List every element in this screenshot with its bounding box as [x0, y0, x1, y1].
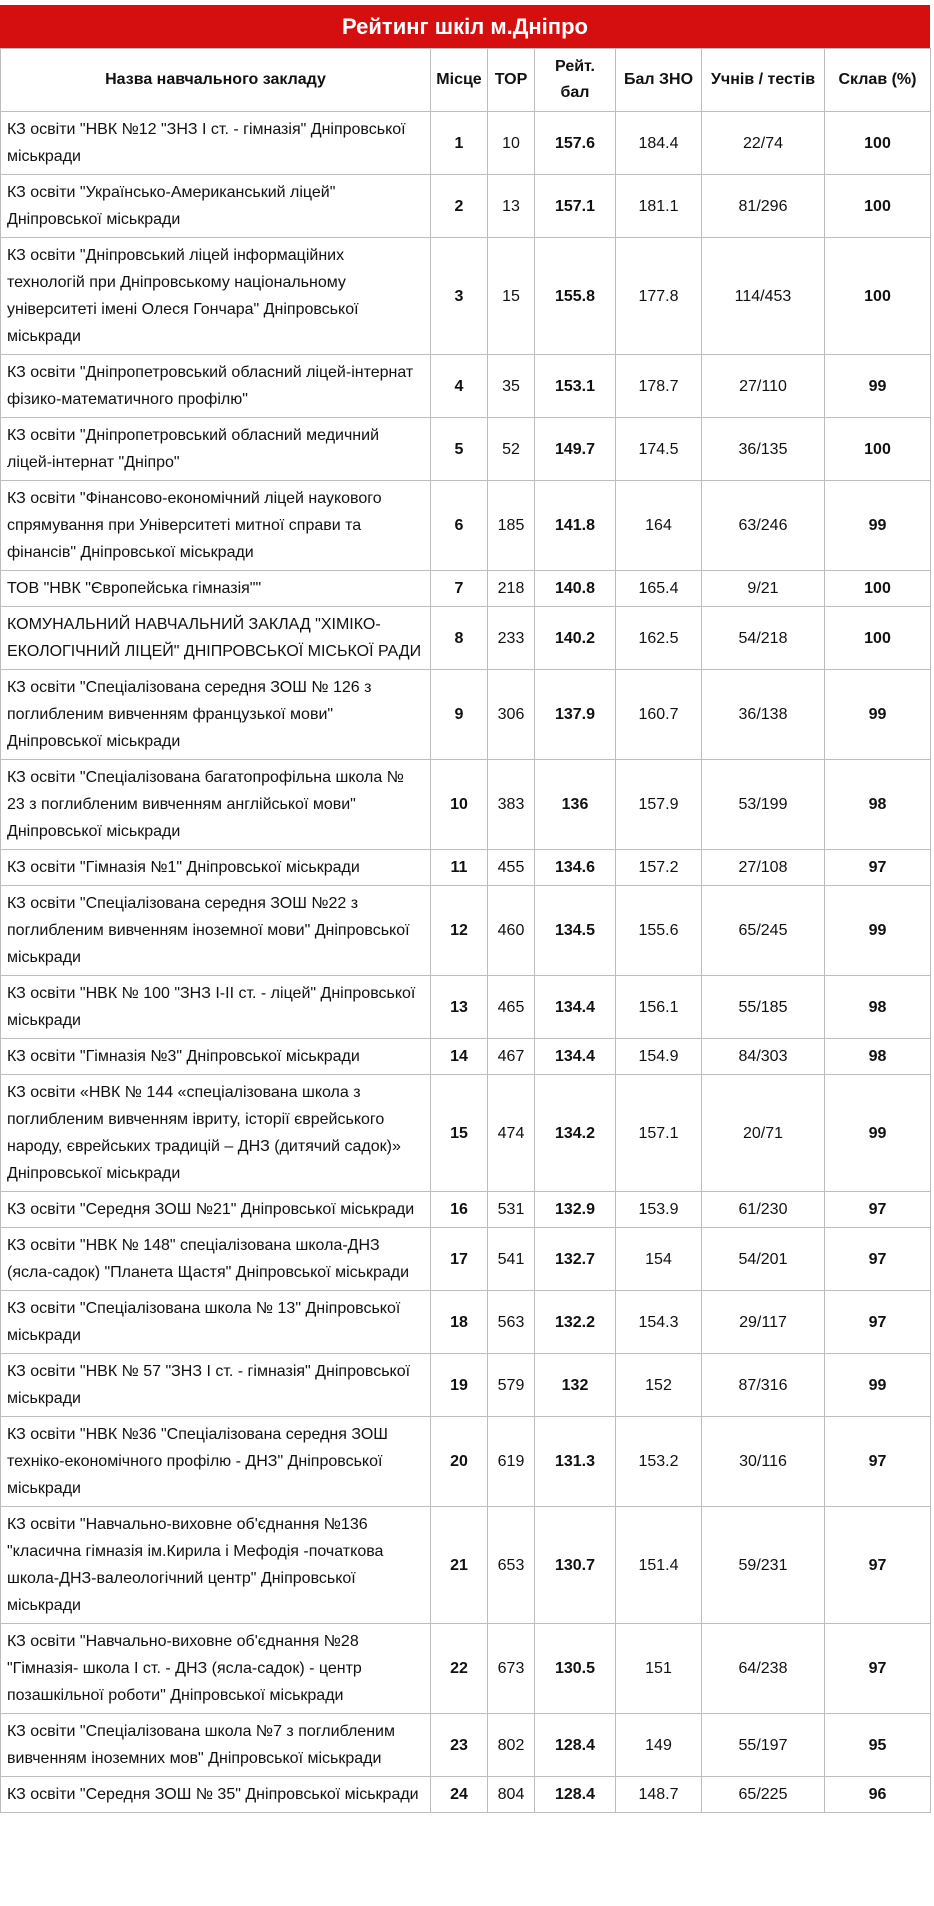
zno-cell: 154.9 [616, 1039, 702, 1075]
students-cell: 29/117 [702, 1291, 825, 1354]
zno-cell: 160.7 [616, 670, 702, 760]
top-cell: 541 [488, 1228, 535, 1291]
students-cell: 27/108 [702, 850, 825, 886]
top-cell: 383 [488, 760, 535, 850]
passed-cell: 98 [825, 760, 931, 850]
header-passed: Склав (%) [825, 49, 931, 112]
passed-cell: 100 [825, 418, 931, 481]
students-cell: 36/135 [702, 418, 825, 481]
passed-cell: 97 [825, 850, 931, 886]
table-row [1, 1291, 931, 1354]
school-name: КЗ освіти "Українсько-Американський ліцей" Дніпровської міськради [1, 175, 431, 238]
zno-cell: 152 [616, 1354, 702, 1417]
top-cell: 804 [488, 1777, 535, 1813]
zno-cell: 154.3 [616, 1291, 702, 1354]
school-name: КЗ освіти "Спеціалізована школа №7 з поглибленим вивченням іноземних мов" Дніпровської міськради [1, 1714, 431, 1777]
top-cell: 52 [488, 418, 535, 481]
school-name: КЗ освіти "Дніпропетровський обласний ліцей-інтернат фізико-математичного профілю" [1, 355, 431, 418]
school-name: КЗ освіти "Дніпровський ліцей інформаційних технологій при Дніпровському національному університеті імені Олеся Гончара" Дніпровської міськради [1, 238, 431, 355]
table-row [1, 175, 931, 238]
top-cell: 13 [488, 175, 535, 238]
passed-cell: 95 [825, 1714, 931, 1777]
students-cell: 22/74 [702, 112, 825, 175]
place-cell: 20 [431, 1417, 488, 1507]
header-row [1, 49, 931, 112]
zno-cell: 153.2 [616, 1417, 702, 1507]
top-cell: 465 [488, 976, 535, 1039]
rating-cell: 137.9 [535, 670, 616, 760]
top-cell: 619 [488, 1417, 535, 1507]
zno-cell: 151.4 [616, 1507, 702, 1624]
place-cell: 9 [431, 670, 488, 760]
top-cell: 563 [488, 1291, 535, 1354]
top-cell: 455 [488, 850, 535, 886]
school-name: КЗ освіти "Дніпропетровський обласний медичний ліцей-інтернат "Дніпро" [1, 418, 431, 481]
students-cell: 84/303 [702, 1039, 825, 1075]
place-cell: 21 [431, 1507, 488, 1624]
students-cell: 55/197 [702, 1714, 825, 1777]
passed-cell: 97 [825, 1291, 931, 1354]
zno-cell: 157.1 [616, 1075, 702, 1192]
passed-cell: 99 [825, 481, 931, 571]
table-row [1, 1075, 931, 1192]
place-cell: 15 [431, 1075, 488, 1192]
zno-cell: 157.2 [616, 850, 702, 886]
place-cell: 24 [431, 1777, 488, 1813]
top-cell: 15 [488, 238, 535, 355]
school-name: КЗ освіти "Гімназія №1" Дніпровської міськради [1, 850, 431, 886]
top-cell: 10 [488, 112, 535, 175]
place-cell: 1 [431, 112, 488, 175]
passed-cell: 99 [825, 670, 931, 760]
place-cell: 7 [431, 571, 488, 607]
place-cell: 23 [431, 1714, 488, 1777]
top-cell: 306 [488, 670, 535, 760]
zno-cell: 162.5 [616, 607, 702, 670]
school-name: КЗ освіти "Фінансово-економічний ліцей наукового спрямування при Університеті митної справи та фінансів" Дніпровської міськради [1, 481, 431, 571]
place-cell: 16 [431, 1192, 488, 1228]
students-cell: 63/246 [702, 481, 825, 571]
table-row [1, 1417, 931, 1507]
passed-cell: 99 [825, 1075, 931, 1192]
header-name: Назва навчального закладу [1, 49, 431, 112]
school-name: КЗ освіти "Гімназія №3" Дніпровської міськради [1, 1039, 431, 1075]
zno-cell: 174.5 [616, 418, 702, 481]
table-row [1, 112, 931, 175]
top-cell: 185 [488, 481, 535, 571]
table-row [1, 481, 931, 571]
top-cell: 218 [488, 571, 535, 607]
students-cell: 65/245 [702, 886, 825, 976]
header-place: Місце [431, 49, 488, 112]
header-top: TOP [488, 49, 535, 112]
school-name: КЗ освіти "Навчально-виховне об'єднання №28 "Гімназія- школа І ст. - ДНЗ (ясла-садок) - центр позашкільної роботи" Дніпровської міськради [1, 1624, 431, 1714]
zno-cell: 184.4 [616, 112, 702, 175]
top-cell: 531 [488, 1192, 535, 1228]
table-body [1, 112, 931, 1813]
table-row [1, 607, 931, 670]
header-zno: Бал ЗНО [616, 49, 702, 112]
table-row [1, 1354, 931, 1417]
place-cell: 12 [431, 886, 488, 976]
school-name: КЗ освіти "НВК № 57 "ЗНЗ І ст. - гімназія" Дніпровської міськради [1, 1354, 431, 1417]
place-cell: 17 [431, 1228, 488, 1291]
table-row [1, 976, 931, 1039]
students-cell: 27/110 [702, 355, 825, 418]
place-cell: 14 [431, 1039, 488, 1075]
rating-cell: 157.1 [535, 175, 616, 238]
zno-cell: 149 [616, 1714, 702, 1777]
rating-cell: 141.8 [535, 481, 616, 571]
students-cell: 36/138 [702, 670, 825, 760]
place-cell: 13 [431, 976, 488, 1039]
place-cell: 8 [431, 607, 488, 670]
zno-cell: 177.8 [616, 238, 702, 355]
rating-cell: 136 [535, 760, 616, 850]
table-row [1, 1039, 931, 1075]
top-cell: 474 [488, 1075, 535, 1192]
rating-cell: 132.7 [535, 1228, 616, 1291]
passed-cell: 96 [825, 1777, 931, 1813]
passed-cell: 100 [825, 238, 931, 355]
passed-cell: 97 [825, 1192, 931, 1228]
rating-cell: 134.2 [535, 1075, 616, 1192]
school-name: ТОВ "НВК "Європейська гімназія"" [1, 571, 431, 607]
zno-cell: 148.7 [616, 1777, 702, 1813]
passed-cell: 97 [825, 1417, 931, 1507]
passed-cell: 100 [825, 571, 931, 607]
zno-cell: 154 [616, 1228, 702, 1291]
header-rating: Рейт. бал [535, 49, 616, 112]
place-cell: 6 [431, 481, 488, 571]
place-cell: 5 [431, 418, 488, 481]
zno-cell: 178.7 [616, 355, 702, 418]
rating-cell: 157.6 [535, 112, 616, 175]
passed-cell: 99 [825, 1354, 931, 1417]
students-cell: 54/201 [702, 1228, 825, 1291]
table-title: Рейтинг шкіл м.Дніпро [0, 5, 930, 48]
top-cell: 467 [488, 1039, 535, 1075]
passed-cell: 97 [825, 1624, 931, 1714]
table-row [1, 886, 931, 976]
rating-cell: 128.4 [535, 1777, 616, 1813]
rating-cell: 132.9 [535, 1192, 616, 1228]
school-name: КЗ освіти "Спеціалізована середня ЗОШ №22 з поглибленим вивченням іноземної мови" Дніпровської міськради [1, 886, 431, 976]
rating-cell: 128.4 [535, 1714, 616, 1777]
rating-cell: 132 [535, 1354, 616, 1417]
rating-cell: 134.4 [535, 976, 616, 1039]
top-cell: 579 [488, 1354, 535, 1417]
students-cell: 65/225 [702, 1777, 825, 1813]
table-row [1, 355, 931, 418]
table-row [1, 850, 931, 886]
rating-table [0, 48, 931, 1813]
passed-cell: 99 [825, 355, 931, 418]
rating-cell: 134.6 [535, 850, 616, 886]
passed-cell: 98 [825, 1039, 931, 1075]
table-row [1, 1624, 931, 1714]
students-cell: 9/21 [702, 571, 825, 607]
school-name: КОМУНАЛЬНИЙ НАВЧАЛЬНИЙ ЗАКЛАД "ХІМІКО-ЕКОЛОГІЧНИЙ ЛІЦЕЙ" ДНІПРОВСЬКОЇ МІСЬКОЇ РАДИ [1, 607, 431, 670]
zno-cell: 157.9 [616, 760, 702, 850]
top-cell: 35 [488, 355, 535, 418]
rating-cell: 134.5 [535, 886, 616, 976]
rating-cell: 155.8 [535, 238, 616, 355]
place-cell: 22 [431, 1624, 488, 1714]
zno-cell: 153.9 [616, 1192, 702, 1228]
place-cell: 4 [431, 355, 488, 418]
students-cell: 61/230 [702, 1192, 825, 1228]
table-row [1, 1714, 931, 1777]
zno-cell: 151 [616, 1624, 702, 1714]
passed-cell: 100 [825, 112, 931, 175]
students-cell: 81/296 [702, 175, 825, 238]
place-cell: 3 [431, 238, 488, 355]
students-cell: 87/316 [702, 1354, 825, 1417]
rating-cell: 132.2 [535, 1291, 616, 1354]
table-row [1, 1228, 931, 1291]
place-cell: 11 [431, 850, 488, 886]
students-cell: 30/116 [702, 1417, 825, 1507]
school-name: КЗ освіти "Спеціалізована середня ЗОШ № 126 з поглибленим вивченням французької мови" Дніпровської міськради [1, 670, 431, 760]
rating-cell: 131.3 [535, 1417, 616, 1507]
table-row [1, 418, 931, 481]
passed-cell: 97 [825, 1228, 931, 1291]
top-cell: 673 [488, 1624, 535, 1714]
table-row [1, 670, 931, 760]
school-name: КЗ освіти "Навчально-виховне об'єднання №136 "класична гімназія ім.Кирила і Мефодія -початкова школа-ДНЗ-валеологічний центр" Дніпровської міськради [1, 1507, 431, 1624]
zno-cell: 165.4 [616, 571, 702, 607]
top-cell: 653 [488, 1507, 535, 1624]
school-name: КЗ освіти "НВК №12 "ЗНЗ І ст. - гімназія" Дніпровської міськради [1, 112, 431, 175]
header-students: Учнів / тестів [702, 49, 825, 112]
table-row [1, 1192, 931, 1228]
table-row [1, 571, 931, 607]
passed-cell: 99 [825, 886, 931, 976]
passed-cell: 100 [825, 175, 931, 238]
zno-cell: 181.1 [616, 175, 702, 238]
school-name: КЗ освіти "Спеціалізована багатопрофільна школа № 23 з поглибленим вивченням англійської мови" Дніпровської міськради [1, 760, 431, 850]
table-row [1, 760, 931, 850]
top-cell: 802 [488, 1714, 535, 1777]
school-name: КЗ освіти "Спеціалізована школа № 13" Дніпровської міськради [1, 1291, 431, 1354]
school-name: КЗ освіти "НВК № 100 "ЗНЗ І-ІІ ст. - ліцей" Дніпровської міськради [1, 976, 431, 1039]
school-name: КЗ освіти "Середня ЗОШ № 35" Дніпровської міськради [1, 1777, 431, 1813]
table-row [1, 238, 931, 355]
zno-cell: 164 [616, 481, 702, 571]
students-cell: 114/453 [702, 238, 825, 355]
table-row [1, 1777, 931, 1813]
students-cell: 59/231 [702, 1507, 825, 1624]
school-name: КЗ освіти "НВК № 148" спеціалізована школа-ДНЗ (ясла-садок) "Планета Щастя" Дніпровської міськради [1, 1228, 431, 1291]
place-cell: 2 [431, 175, 488, 238]
place-cell: 10 [431, 760, 488, 850]
rating-cell: 153.1 [535, 355, 616, 418]
rating-cell: 130.5 [535, 1624, 616, 1714]
passed-cell: 100 [825, 607, 931, 670]
school-name: КЗ освіти "НВК №36 "Спеціалізована середня ЗОШ техніко-економічного профілю - ДНЗ" Дніпровської міськради [1, 1417, 431, 1507]
school-name: КЗ освіти «НВК № 144 «спеціалізована школа з поглибленим вивченням івриту, історії єврейського народу, єврейських традицій – ДНЗ (дитячий садок)» Дніпровської міськради [1, 1075, 431, 1192]
top-cell: 460 [488, 886, 535, 976]
passed-cell: 97 [825, 1507, 931, 1624]
rating-cell: 140.8 [535, 571, 616, 607]
place-cell: 18 [431, 1291, 488, 1354]
table-row [1, 1507, 931, 1624]
students-cell: 54/218 [702, 607, 825, 670]
students-cell: 55/185 [702, 976, 825, 1039]
zno-cell: 155.6 [616, 886, 702, 976]
passed-cell: 98 [825, 976, 931, 1039]
place-cell: 19 [431, 1354, 488, 1417]
students-cell: 20/71 [702, 1075, 825, 1192]
top-cell: 233 [488, 607, 535, 670]
students-cell: 64/238 [702, 1624, 825, 1714]
rating-cell: 134.4 [535, 1039, 616, 1075]
rating-cell: 140.2 [535, 607, 616, 670]
rating-cell: 149.7 [535, 418, 616, 481]
students-cell: 53/199 [702, 760, 825, 850]
school-name: КЗ освіти "Середня ЗОШ №21" Дніпровської міськради [1, 1192, 431, 1228]
rating-cell: 130.7 [535, 1507, 616, 1624]
zno-cell: 156.1 [616, 976, 702, 1039]
